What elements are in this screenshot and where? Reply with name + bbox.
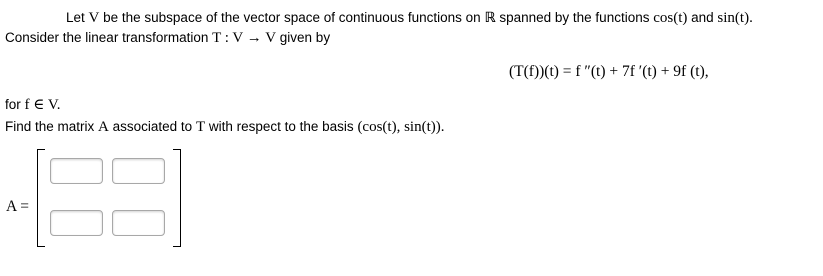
text-let: Let (66, 10, 89, 25)
math-A: A (98, 119, 109, 135)
problem-line-3 (5, 96, 61, 114)
math-cos: cos(t) (653, 10, 688, 26)
matrix-cell-r1c1[interactable] (50, 158, 103, 184)
text-and: and (687, 10, 718, 25)
problem-line-2 (5, 29, 330, 47)
problem-line-1 (66, 9, 753, 27)
text-given-by: given by (276, 30, 331, 45)
matrix-left-bracket (37, 149, 45, 247)
matrix-right-bracket (173, 149, 181, 247)
matrix-cell-r2c1[interactable] (50, 210, 103, 236)
matrix-label: A = (6, 198, 29, 215)
math-f-in-V: f ∈ V. (24, 97, 61, 113)
matrix-cell-r2c2[interactable] (112, 210, 165, 236)
math-T: T (195, 119, 206, 135)
text-consider: Consider the linear transformation (5, 30, 213, 45)
matrix-cell-r1c2[interactable] (112, 158, 165, 184)
text-spanned: spanned by the functions (495, 10, 654, 25)
math-sin: sin(t). (717, 10, 753, 26)
text-find: Find the matrix (5, 119, 99, 134)
text-basis: with respect to the basis (205, 119, 358, 134)
problem-line-4 (5, 118, 445, 136)
text-for: for (5, 97, 25, 112)
math-T-map: T : V → V (212, 30, 277, 46)
transformation-equation: (T(f))(t) = f ″(t) + 7f ′(t) + 9f (t), (509, 63, 709, 80)
text-subspace: be the subspace of the vector space of continuous functions on (99, 10, 485, 25)
math-R: ℝ (484, 10, 496, 26)
math-basis: (cos(t), sin(t)). (357, 119, 445, 135)
math-V: V (88, 10, 100, 26)
text-associated: associated to (108, 119, 196, 134)
